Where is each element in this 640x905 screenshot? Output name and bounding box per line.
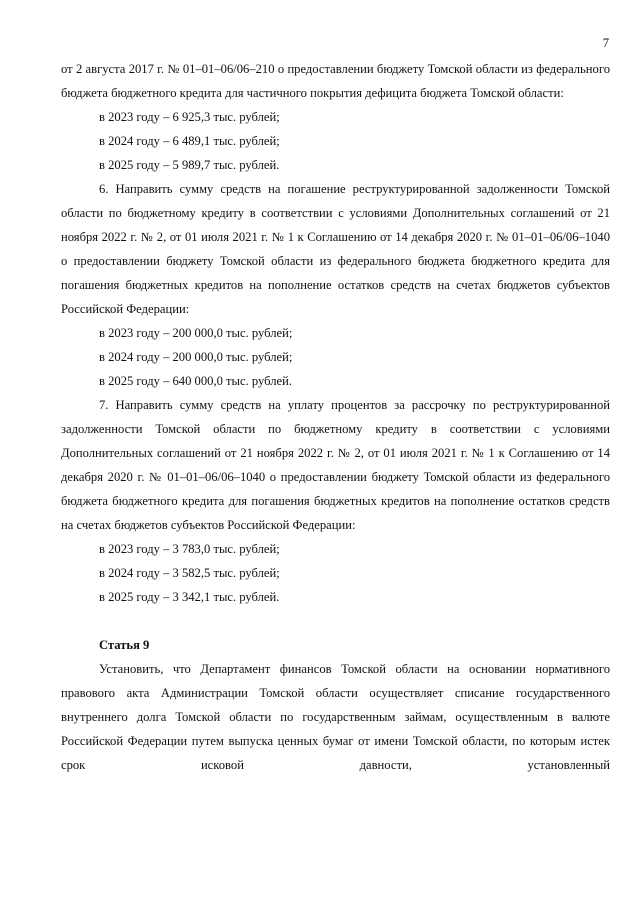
list-item: в 2025 году – 5 989,7 тыс. рублей. — [99, 158, 280, 172]
list-item: в 2023 году – 3 783,0 тыс. рублей; — [99, 542, 280, 556]
list-item: в 2023 году – 6 925,3 тыс. рублей; — [99, 110, 280, 124]
list-item: в 2025 году – 640 000,0 тыс. рублей. — [99, 374, 293, 388]
list-item: в 2024 году – 200 000,0 тыс. рублей; — [99, 350, 293, 364]
list-item: в 2025 году – 3 342,1 тыс. рублей. — [99, 590, 280, 604]
page-number: 7 — [602, 36, 609, 50]
list-item: в 2024 году – 6 489,1 тыс. рублей; — [99, 134, 280, 148]
paragraph: от 2 августа 2017 г. № 01–01–06/06–210 о предоставлении бюджету Томской области из федерального бюджета бюджетного кредита для частичного покрытия дефицита бюджета Томской области: — [61, 62, 610, 100]
blank-line — [61, 609, 610, 633]
document-body — [61, 57, 610, 777]
paragraph: 7. Направить сумму средств на уплату процентов за рассрочку по реструктурированной задолженности Томской области по бюджетному кредиту в соответствии с условиями Дополнительных соглашений от 21 ноября 2022 г. № 2, от 01 июля 2021 г. № 1 к Соглашению от 14 декабря 2020 г. № 01–01–06/06–1040 о предоставлении бюджету Томской области из федерального бюджета бюджетного кредита для погашения бюджетных кредитов на пополнение остатков средств на счетах бюджетов субъектов Российской Федерации: — [61, 398, 610, 532]
paragraph: Установить, что Департамент финансов Томской области на основании нормативного правового акта Администрации Томской области осуществляет списание государственного внутреннего долга Томской области по государственным займам, осуществленным в валюте Российской Федерации путем выпуска ценных бумаг от имени Томской области, по которым истек срок исковой давности, установленный — [61, 662, 610, 772]
list-item: в 2024 году – 3 582,5 тыс. рублей; — [99, 566, 280, 580]
list-item: в 2023 году – 200 000,0 тыс. рублей; — [99, 326, 293, 340]
paragraph: 6. Направить сумму средств на погашение реструктурированной задолженности Томской области по бюджетному кредиту в соответствии с условиями Дополнительных соглашений от 21 ноября 2022 г. № 2, от 01 июля 2021 г. № 1 к Соглашению от 14 декабря 2020 г. № 01–01–06/06–1040 о предоставлении бюджету Томской области из федерального бюджета бюджетного кредита для погашения бюджетных кредитов на пополнение остатков средств на счетах бюджетов субъектов Российской Федерации: — [61, 182, 610, 316]
article-heading: Статья 9 — [99, 638, 150, 652]
